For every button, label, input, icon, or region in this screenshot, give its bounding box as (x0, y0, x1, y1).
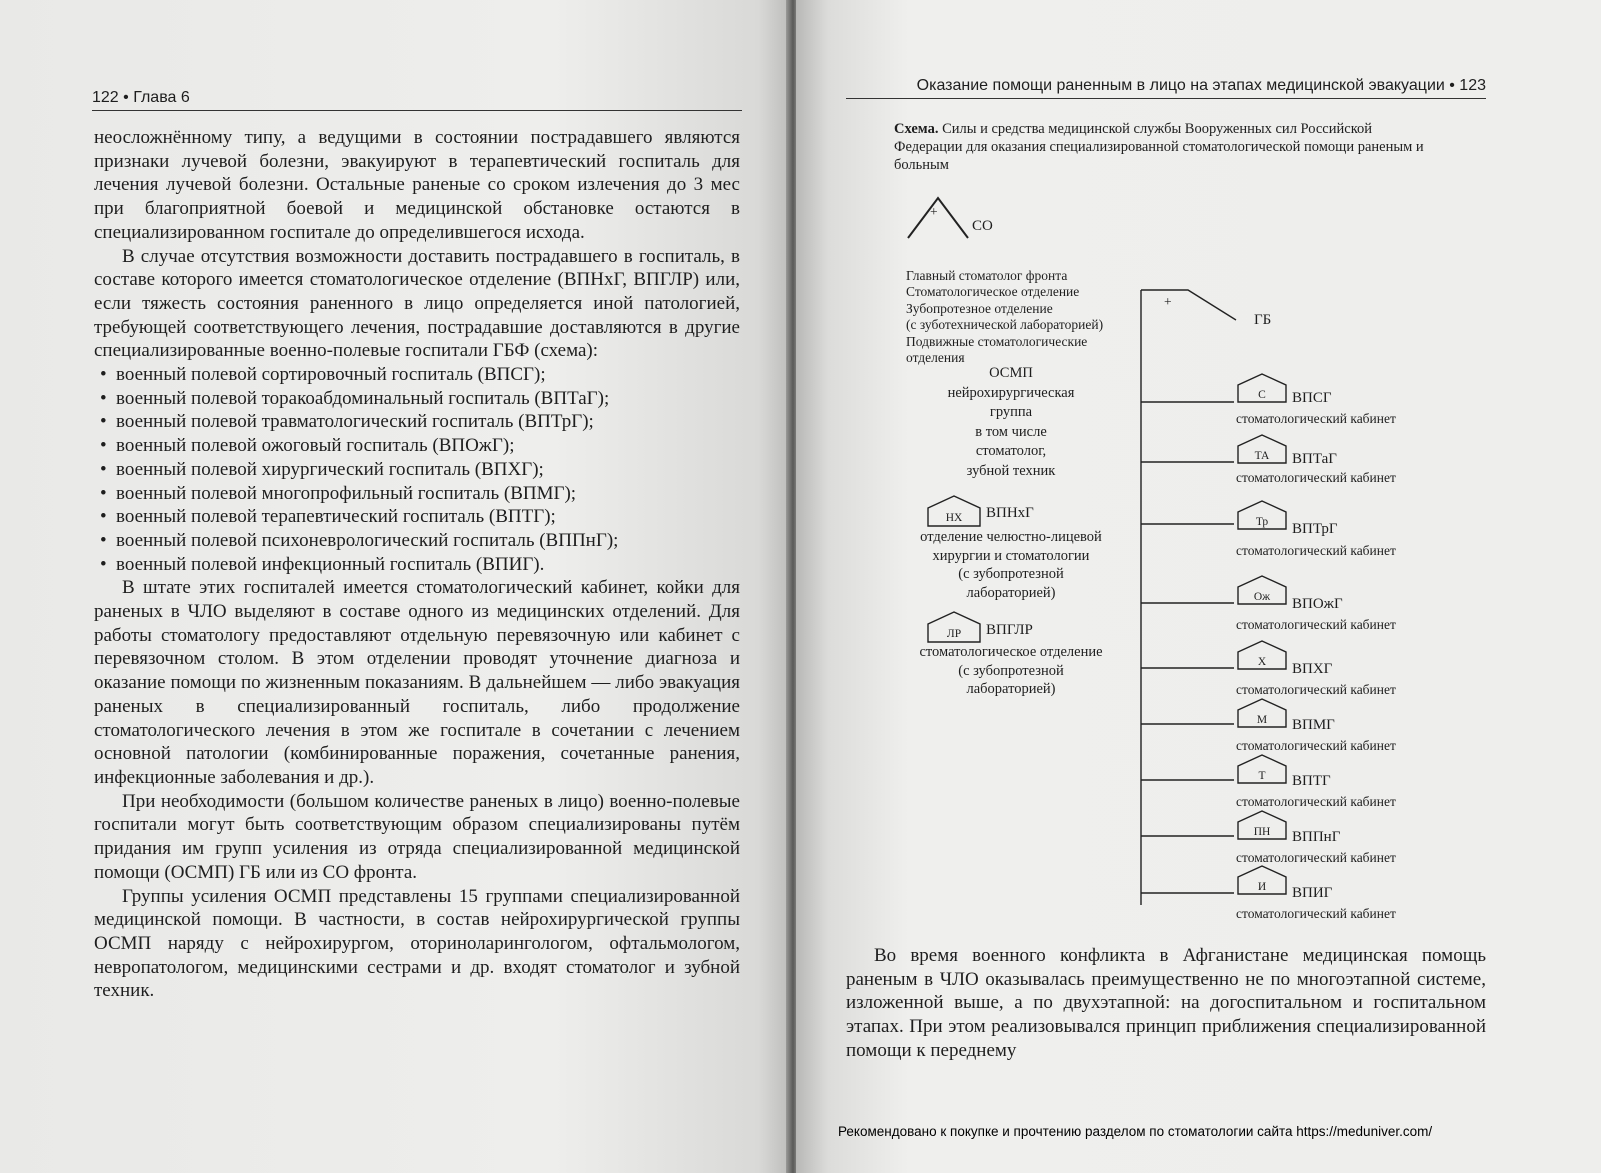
paragraph: В штате этих госпиталей имеется стоматологический кабинет, койки для раненых в ЧЛО выделяют в составе одного из медицинских отделений. Для работы стоматологу предоставляют отдельную перевязочную или кабинет с перевязочном столом. В этом отделении проводят уточнение диагноза и оказание помощи по жизненным показаниям. В дальнейшем — либо эвакуация раненых в специализированный госпиталь, либо продолжение стоматологического лечения в этом же госпитале в сочетании с лечением основной патологии (комбинированные поражения, сочетанные ранения, инфекционные заболевания и др.). (94, 577, 740, 788)
list-item: • военный полевой терапевтический госпиталь (ВПТГ); (116, 505, 740, 529)
hospital-code: И (1257, 881, 1267, 893)
hospital-name: ВПМГ (1292, 717, 1335, 733)
running-head-right: Оказание помощи раненным в лицо на этапах медицинской эвакуации • 123 (846, 74, 1486, 99)
list-item: • военный полевой травматологический госпиталь (ВПТрГ); (116, 410, 740, 434)
running-head-left: 122 • Глава 6 (92, 86, 742, 111)
vpglr-desc: стоматологическое отделение (с зубопротезной лабораторией) (919, 644, 1103, 697)
cabinet-label: стоматологический кабинет (1236, 543, 1396, 558)
cabinet-label: стоматологический кабинет (1236, 850, 1396, 865)
hospital-name: ВПИГ (1292, 885, 1333, 901)
cabinet-label: стоматологический кабинет (1236, 682, 1396, 697)
hospital-name: ВПХГ (1292, 661, 1333, 677)
list-item: • военный полевой психоневрологический госпиталь (ВППнГ); (116, 529, 740, 553)
hospital-code: С (1258, 389, 1266, 401)
hospital-name: ВПТГ (1292, 773, 1331, 789)
hospital-name: ВПСГ (1292, 390, 1332, 406)
vpnhg-code: НХ (945, 512, 963, 524)
vpnhg-desc: отделение челюстно-лицевой хирургии и стоматологии (с зубопротезной лабораторией) (920, 529, 1102, 601)
vpglr-code: ЛР (946, 628, 962, 640)
so-label: СО (972, 218, 993, 234)
so-units: Главный стоматолог фронта Стоматологическое отделение Зубопротезное отделение (с зуботехнической лабораторией) Подвижные стоматологические отделения (906, 268, 1104, 366)
hospital-code: М (1256, 714, 1268, 726)
cabinet-label: стоматологический кабинет (1236, 738, 1396, 753)
gb-label: ГБ (1254, 312, 1272, 328)
paragraph: В случае отсутствия возможности доставить пострадавшего в госпиталь, в составе которого имеется стоматологическое отделение (ВПНхГ, ВПГЛР) или, если тяжесть состояния раненного в лицо определяется иной патологией, требующей соответствующего лечения, пострадавшие доставляются в другие специализированные военно-полевые госпитали ГБФ (схема): (94, 245, 740, 362)
footer-recommendation: Рекомендовано к покупке и прочтению разделом по стоматологии сайта https://meduniver.com/ (838, 1124, 1433, 1139)
scheme-caption: Схема. Силы и средства медицинской службы Вооруженных сил Российской Федерации для оказания специализированной стоматологической помощи раненым и больным (894, 121, 1424, 173)
so-chevron (908, 198, 968, 238)
so-plus: + (930, 204, 938, 219)
gb-chevron (1141, 290, 1236, 320)
right-page (796, 0, 1601, 1173)
hospital-name: ВПТрГ (1292, 521, 1338, 537)
list-item: • военный полевой торакоабдоминальный госпиталь (ВПТаГ); (116, 387, 740, 411)
hospital-name: ВПОжГ (1292, 596, 1343, 612)
list-item: • военный полевой инфекционный госпиталь (ВПИГ). (116, 553, 740, 577)
hospital-code: Т (1258, 770, 1266, 782)
paragraph: неосложнённому типу, а ведущими в состоянии пострадавшего являются признаки лучевой болезни, эвакуируют в терапевтический госпиталь для лечения лучевой болезни. Остальные раненые со сроком излечения до 3 мес при благоприятной боевой и медицинской обстановке остаются в специализированном госпитале до определившегося исхода. (94, 127, 740, 243)
hospital-list (94, 363, 740, 576)
left-page-body (94, 126, 740, 1003)
hospital-code: ТА (1254, 450, 1270, 462)
hospital-code: Х (1257, 656, 1267, 668)
cabinet-label: стоматологический кабинет (1236, 906, 1396, 921)
hospital-code: Тр (1255, 516, 1269, 528)
cabinet-label: стоматологический кабинет (1236, 617, 1396, 632)
osmp-block: ОСМП нейрохирургическая группа в том числе стоматолог, зубной техник (947, 365, 1075, 479)
list-item: • военный полевой сортировочный госпиталь (ВПСГ); (116, 363, 740, 387)
list-item: • военный полевой многопрофильный госпиталь (ВПМГ); (116, 482, 740, 506)
cabinet-label: стоматологический кабинет (1236, 794, 1396, 809)
list-item: • военный полевой ожоговый госпиталь (ВПОжГ); (116, 434, 740, 458)
vpnhg-name: ВПНхГ (986, 505, 1034, 521)
hospital-name: ВПТаГ (1292, 451, 1337, 467)
cabinet-label: стоматологический кабинет (1236, 470, 1396, 485)
hospital-name: ВППнГ (1292, 829, 1341, 845)
vpglr-name: ВПГЛР (986, 622, 1033, 638)
right-page-paragraph: Во время военного конфликта в Афганистане медицинская помощь раненым в ЧЛО оказывалась преимущественно не по многоэтапной системе, изложенной выше, а по двухэтапной: на догоспитальном и госпитальном этапах. При этом реализовывался принцип приближения специализированной помощи к переднему (846, 945, 1486, 1061)
paragraph: При необходимости (большом количестве раненых в лицо) военно-полевые госпитали могут быть соответствующим образом специализированы путём придания им групп усиления из отряда специализированной медицинской помощи (ОСМП) ГБ или из СО фронта. (94, 790, 740, 883)
list-item: • военный полевой хирургический госпиталь (ВПХГ); (116, 458, 740, 482)
gb-plus: + (1164, 294, 1172, 309)
left-page (0, 0, 790, 1173)
hospital-code: Ож (1253, 591, 1271, 603)
paragraph: Группы усиления ОСМП представлены 15 группами специализированной медицинской помощи. В частности, в состав нейрохирургической группы ОСМП наряду с нейрохирургом, оториноларингологом, офтальмологом, невропатологом, медицинскими сестрами и др. входят стоматолог и зубной техник. (94, 885, 740, 1002)
hospital-code: ПН (1253, 826, 1271, 838)
cabinet-label: стоматологический кабинет (1236, 411, 1396, 426)
